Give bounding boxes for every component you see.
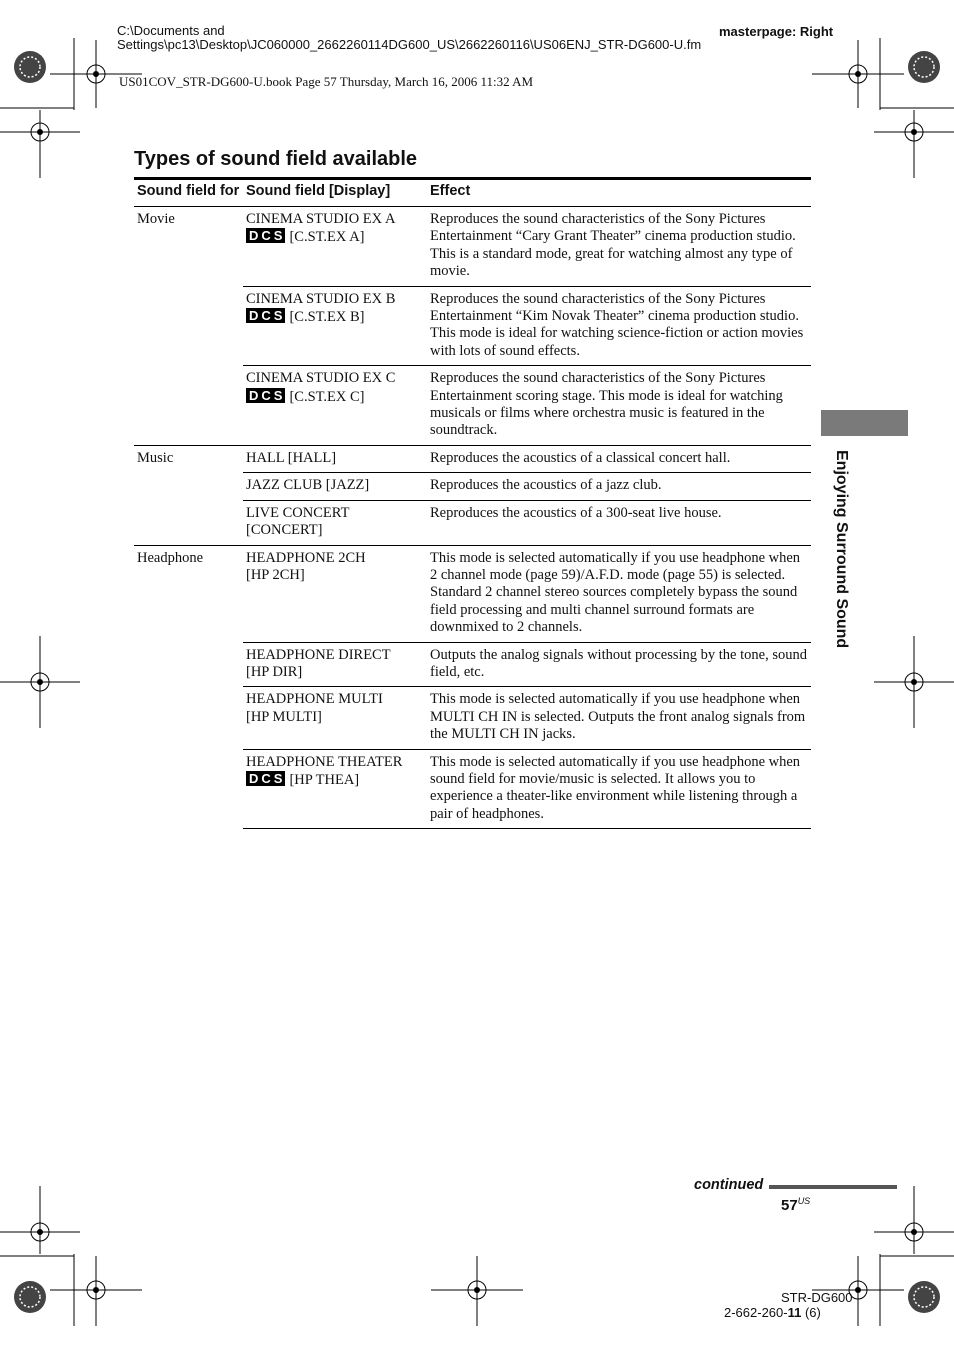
effect-cell: Outputs the analog signals without processing by the tone, sound field, etc. bbox=[427, 642, 811, 687]
effect-cell: Reproduces the sound characteristics of the Sony Pictures Entertainment “Kim Novak Theater” cinema production studio. This mode is ideal for watching science-fiction or action movies with lots of sound effects. bbox=[427, 286, 811, 366]
effect-cell: This mode is selected automatically if you use headphone when sound field for movie/music is selected. It allows you to experience a theater-like environment while listening through a pair of headphones. bbox=[427, 749, 811, 829]
sound-field-name: HALL [HALL] bbox=[246, 449, 337, 466]
book-info-line: US01COV_STR-DG600-U.book Page 57 Thursday, March 16, 2006 11:32 AM bbox=[119, 74, 534, 89]
display-line bbox=[246, 388, 424, 406]
display-name: [C.ST.EX B] bbox=[289, 309, 365, 326]
sound-field-cell bbox=[243, 286, 427, 366]
display-line bbox=[246, 522, 424, 539]
dcs-badge: DCS bbox=[246, 771, 285, 786]
display-name: [CONCERT] bbox=[246, 522, 323, 539]
display-line bbox=[246, 308, 424, 326]
sound-field-cell bbox=[243, 545, 427, 642]
sound-field-cell bbox=[243, 500, 427, 545]
page-number: $57^{US}$ bbox=[781, 1196, 811, 1214]
sound-field-name: CINEMA STUDIO EX B bbox=[246, 290, 396, 307]
table-row bbox=[134, 445, 811, 472]
display-line bbox=[246, 771, 424, 789]
display-name: [HP 2CH] bbox=[246, 566, 305, 583]
effect-cell: Reproduces the sound characteristics of the Sony Pictures Entertainment “Cary Grant Theater” cinema production studio. This is a standard mode, great for watching almost any type of movie. bbox=[427, 207, 811, 287]
sound-field-name: HEADPHONE DIRECT bbox=[246, 646, 391, 663]
sound-field-name: HEADPHONE MULTI bbox=[246, 691, 383, 708]
section-tab-label: Enjoying Surround Sound bbox=[833, 450, 850, 649]
sound-field-cell bbox=[243, 445, 427, 472]
display-name: [HP MULTI] bbox=[246, 708, 322, 725]
effect-cell: This mode is selected automatically if you use headphone when 2 channel mode (page 59)/A.F.D. mode (page 55) is selected. Standard 2 channel stereo sources completely bypass the sound field processing and multi channel surround formats are downmixed to 2 channels. bbox=[427, 545, 811, 642]
model-number: STR-DG600 bbox=[781, 1290, 853, 1305]
table-row bbox=[134, 545, 811, 642]
effect-cell: Reproduces the acoustics of a 300-seat live house. bbox=[427, 500, 811, 545]
display-line bbox=[246, 567, 424, 584]
effect-cell: Reproduces the acoustics of a jazz club. bbox=[427, 473, 811, 500]
document-code: 2-662-260-11 (6) bbox=[724, 1305, 821, 1320]
table-row bbox=[134, 207, 811, 287]
display-line bbox=[246, 709, 424, 726]
sound-field-cell bbox=[243, 687, 427, 749]
dcs-badge: DCS bbox=[246, 308, 285, 323]
category-cell: Movie bbox=[134, 207, 243, 446]
sound-field-table bbox=[134, 180, 811, 829]
effect-cell: Reproduces the sound characteristics of the Sony Pictures Entertainment scoring stage. This mode is ideal for watching musicals or films where orchestra music is featured in the soundtrack. bbox=[427, 366, 811, 446]
effect-cell: This mode is selected automatically if you use headphone when MULTI CH IN is selected. Outputs the front analog signals from the MULTI CH IN jacks. bbox=[427, 687, 811, 749]
sound-field-name: LIVE CONCERT bbox=[246, 504, 350, 521]
sound-field-cell bbox=[243, 642, 427, 687]
page-title: Types of sound field available bbox=[134, 148, 418, 170]
display-line bbox=[246, 664, 424, 681]
header-sound-field-for: Sound field for bbox=[134, 180, 243, 207]
continued-bar bbox=[769, 1185, 897, 1189]
sound-field-cell bbox=[243, 473, 427, 500]
page-suffix: US bbox=[797, 1196, 811, 1206]
masterpage-label: masterpage: Right bbox=[719, 24, 834, 39]
category-cell: Music bbox=[134, 445, 243, 545]
sound-field-cell bbox=[243, 749, 427, 829]
display-name: [C.ST.EX C] bbox=[289, 388, 365, 405]
display-line bbox=[246, 228, 424, 246]
dcs-badge: DCS bbox=[246, 388, 285, 403]
sound-field-name: HEADPHONE THEATER bbox=[246, 753, 403, 770]
sound-field-cell bbox=[243, 207, 427, 287]
display-name: [HP THEA] bbox=[289, 771, 360, 788]
category-cell: Headphone bbox=[134, 545, 243, 829]
sound-field-cell bbox=[243, 366, 427, 446]
file-path: C:\Documents and Settings\pc13\Desktop\JC060000_2662260114DG600_US\2662260116\US06ENJ_STR-DG600-U.fm bbox=[117, 23, 702, 52]
dcs-badge: DCS bbox=[246, 228, 285, 243]
display-name: [C.ST.EX A] bbox=[289, 229, 365, 246]
header-sound-field-display: Sound field [Display] bbox=[243, 180, 427, 207]
sound-field-name: HEADPHONE 2CH bbox=[246, 549, 366, 566]
sound-field-name: CINEMA STUDIO EX C bbox=[246, 370, 396, 387]
header-effect: Effect bbox=[427, 180, 811, 207]
display-name: [HP DIR] bbox=[246, 663, 303, 680]
sound-field-name: CINEMA STUDIO EX A bbox=[246, 211, 396, 227]
sound-field-name: JAZZ CLUB [JAZZ] bbox=[246, 477, 370, 494]
section-tab-marker bbox=[821, 410, 908, 436]
continued-label: continued bbox=[694, 1177, 764, 1193]
effect-cell: Reproduces the acoustics of a classical concert hall. bbox=[427, 445, 811, 472]
